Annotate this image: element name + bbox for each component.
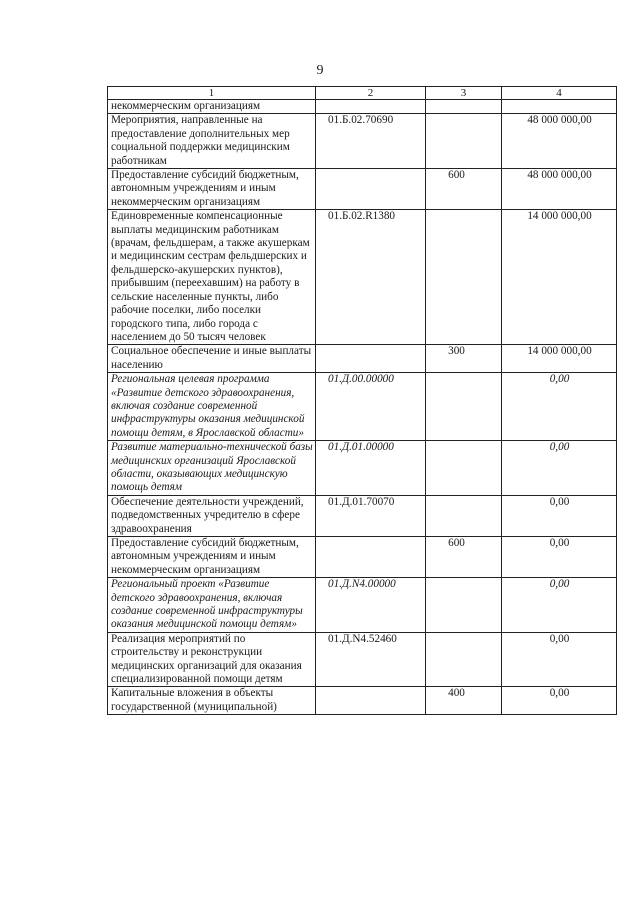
type-cell bbox=[426, 632, 502, 687]
table-row bbox=[108, 210, 617, 345]
amount-cell: 48 000 000,00 bbox=[502, 114, 617, 169]
description-cell: Предоставление субсидий бюджетным, автономным учреждениям и иным некоммерческим организациям bbox=[108, 169, 316, 210]
amount-cell: 0,00 bbox=[502, 578, 617, 633]
table-row bbox=[108, 114, 617, 169]
amount-cell: 14 000 000,00 bbox=[502, 345, 617, 373]
code-cell bbox=[316, 169, 426, 210]
description-cell: Капитальные вложения в объекты государственной (муниципальной) bbox=[108, 687, 316, 715]
description-cell: Обеспечение деятельности учреждений, подведомственных учредителю в сфере здравоохранения bbox=[108, 495, 316, 536]
table-row bbox=[108, 687, 617, 715]
code-cell bbox=[316, 100, 426, 114]
header-cell-1: 1 bbox=[108, 87, 316, 100]
description-cell: Социальное обеспечение и иные выплаты населению bbox=[108, 345, 316, 373]
amount-cell: 14 000 000,00 bbox=[502, 210, 617, 345]
type-cell: 300 bbox=[426, 345, 502, 373]
amount-cell: 0,00 bbox=[502, 687, 617, 715]
amount-cell: 0,00 bbox=[502, 537, 617, 578]
description-cell: Региональная целевая программа «Развитие детского здравоохранения, включая создание современной инфраструктуры оказания медицинской помощи детям, в Ярославской области» bbox=[108, 373, 316, 441]
code-cell: 01.Б.02.70690 bbox=[316, 114, 426, 169]
type-cell bbox=[426, 441, 502, 496]
description-cell: Предоставление субсидий бюджетным, автономным учреждениям и иным некоммерческим организациям bbox=[108, 537, 316, 578]
table-row bbox=[108, 100, 617, 114]
type-cell bbox=[426, 495, 502, 536]
header-cell-4: 4 bbox=[502, 87, 617, 100]
budget-table bbox=[107, 86, 617, 715]
description-cell: Единовременные компенсационные выплаты медицинским работникам (врачам, фельдшерам, а также акушеркам и медицинским сестрам фельдшерских и фельдшерско-акушерских пунктов), прибывшим (переехавшим) на работу в сельские населенные пункты, либо рабочие поселки, либо поселки городского типа, либо города с населением до 50 тысяч человек bbox=[108, 210, 316, 345]
code-cell bbox=[316, 537, 426, 578]
amount-cell: 48 000 000,00 bbox=[502, 169, 617, 210]
type-cell bbox=[426, 114, 502, 169]
code-cell: 01.Д.01.70070 bbox=[316, 495, 426, 536]
amount-cell: 0,00 bbox=[502, 373, 617, 441]
code-cell: 01.Б.02.R1380 bbox=[316, 210, 426, 345]
description-cell: Мероприятия, направленные на предоставление дополнительных мер социальной поддержки медицинским работникам bbox=[108, 114, 316, 169]
type-cell bbox=[426, 578, 502, 633]
amount-cell: 0,00 bbox=[502, 495, 617, 536]
code-cell: 01.Д.01.00000 bbox=[316, 441, 426, 496]
type-cell bbox=[426, 100, 502, 114]
code-cell: 01.Д.N4.00000 bbox=[316, 578, 426, 633]
table-row bbox=[108, 345, 617, 373]
table-row bbox=[108, 495, 617, 536]
type-cell bbox=[426, 210, 502, 345]
type-cell: 600 bbox=[426, 537, 502, 578]
type-cell bbox=[426, 373, 502, 441]
table-row bbox=[108, 632, 617, 687]
code-cell bbox=[316, 345, 426, 373]
code-cell: 01.Д.N4.52460 bbox=[316, 632, 426, 687]
table-header-row bbox=[108, 87, 617, 100]
type-cell: 400 bbox=[426, 687, 502, 715]
table-row bbox=[108, 578, 617, 633]
table-row bbox=[108, 169, 617, 210]
table-row bbox=[108, 537, 617, 578]
description-cell: Реализация мероприятий по строительству и реконструкции медицинских организаций для оказания специализированной помощи детям bbox=[108, 632, 316, 687]
code-cell: 01.Д.00.00000 bbox=[316, 373, 426, 441]
amount-cell: 0,00 bbox=[502, 441, 617, 496]
amount-cell bbox=[502, 100, 617, 114]
table-row bbox=[108, 441, 617, 496]
description-cell: Развитие материально-технической базы медицинских организаций Ярославской области, оказывающих медицинскую помощь детям bbox=[108, 441, 316, 496]
code-cell bbox=[316, 687, 426, 715]
type-cell: 600 bbox=[426, 169, 502, 210]
header-cell-2: 2 bbox=[316, 87, 426, 100]
amount-cell: 0,00 bbox=[502, 632, 617, 687]
description-cell: некоммерческим организациям bbox=[108, 100, 316, 114]
page-number: 9 bbox=[316, 63, 324, 78]
header-cell-3: 3 bbox=[426, 87, 502, 100]
table-row bbox=[108, 373, 617, 441]
description-cell: Региональный проект «Развитие детского здравоохранения, включая создание современной инфраструктуры оказания медицинской помощи детям» bbox=[108, 578, 316, 633]
